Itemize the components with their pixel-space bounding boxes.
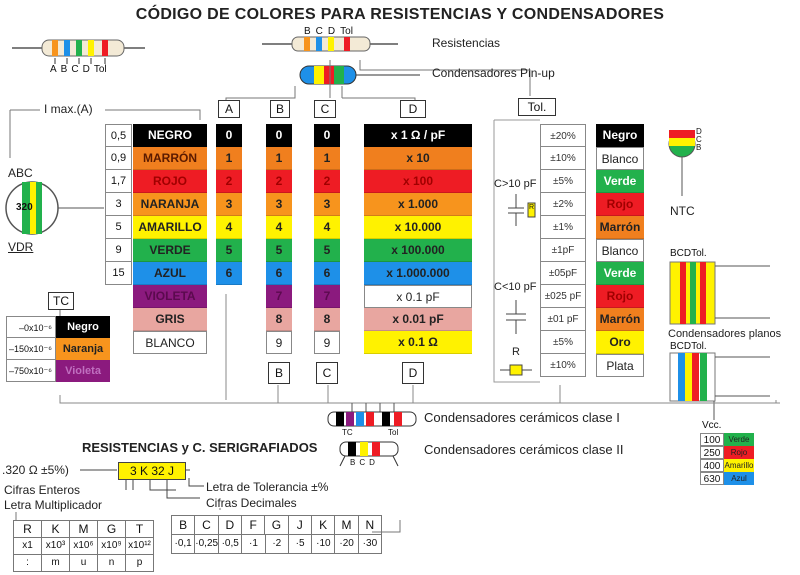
column-b-cell: 6 [266,262,292,285]
tol-value-cell: ±025 pF [540,285,586,308]
letter: B [60,64,68,75]
column-d-cell: x 0.1 Ω [364,331,472,354]
label-pinup: Condensadores Pin-up [432,66,555,80]
mult-value: x10³ [41,537,70,555]
ceramic-tol-label: Tol [388,428,399,437]
tol-letter-value: ·30 [358,534,382,554]
tol-value-cell: ±5% [540,170,586,193]
column-a-cell: 4 [216,216,242,239]
tol-letter-value: ·1 [241,534,265,554]
tol-letter-value: ·10 [311,534,335,554]
column-b [266,124,292,354]
mult-sub: p [125,554,154,572]
tc-row [6,338,110,360]
multiplier-row [14,538,154,555]
tol-color-cell: Marrón [596,216,644,239]
tc-value: –0x10⁻⁶ [6,316,56,338]
column-c-cell: 2 [314,170,340,193]
letter: C [359,458,366,467]
tc-row [6,360,110,382]
header-tc: TC [48,292,74,310]
resistor-symbol-r [500,365,532,375]
column-a-cell: 3 [216,193,242,216]
ceramic2-letters [350,458,375,467]
tol-letter: G [264,515,288,535]
label-letra-tolerancia: Letra de Tolerancia ±% [206,480,329,494]
column-d-cell: x 1 Ω / pF [364,124,472,147]
footer-b: B [268,362,290,384]
tol-colors-column [596,124,644,377]
tol-letter-value: ·2 [265,534,289,554]
color-name-cell: MARRÓN [133,147,207,170]
mult-value: x10¹² [125,537,154,555]
column-d-cell: x 10 [364,147,472,170]
tc-table [6,316,110,382]
tol-color-cell: Negro [596,124,644,147]
column-c-cell: 8 [314,308,340,331]
multiplier-row [14,521,154,538]
label-cifras-enteros: Cifras Enteros [4,483,81,497]
column-c-cell: 5 [314,239,340,262]
header-c: C [314,100,336,118]
column-b-cell: 3 [266,193,292,216]
column-c-cell: 7 [314,285,340,308]
letter: Tol [93,64,107,75]
column-d-cell: x 0.1 pF [364,285,472,308]
resistor-icon-top-left [12,40,145,64]
tol-color-cell: Blanco [596,239,644,262]
column-a-cell: 2 [216,170,242,193]
letter: C [315,26,323,37]
tol-value-cell: ±20% [540,124,586,147]
tol-letter: N [358,515,382,535]
imax-cell: 15 [105,262,132,285]
label-vcc: Vcc. [702,420,722,431]
color-name-cell: VIOLETA [133,285,207,308]
imax-cell: 3 [105,193,132,216]
label-cifras-decimales: Cifras Decimales [206,496,297,510]
column-b-cell: 0 [266,124,292,147]
ntc-icon [669,130,695,196]
column-d-cell: x 100 [364,170,472,193]
tol-letter: F [241,515,265,535]
mult-sub: n [97,554,126,572]
tc-value: –150x10⁻⁶ [6,338,56,360]
column-a-cell: 0 [216,124,242,147]
tc-row [6,316,110,338]
tolerance-row [172,535,382,554]
column-d-cell: x 100.000 [364,239,472,262]
label-ntc: NTC [670,204,695,218]
color-name-cell: NEGRO [133,124,207,147]
tol-values-column [540,124,586,377]
label-letra-multiplicador: Letra Multiplicador [4,498,103,512]
vcc-row [700,472,756,485]
column-b-cell: 4 [266,216,292,239]
label-planos: Condensadores planos [668,328,782,340]
tol-color-cell: Marrón [596,308,644,331]
footer-c: C [316,362,338,384]
color-name-cell: BLANCO [133,331,207,354]
mult-value: x10⁶ [69,537,98,555]
resistor-top-letters [50,64,107,75]
resistor-mid-letters [304,26,353,37]
tol-color-cell: Verde [596,170,644,193]
label-c-gt-10pf: C>10 pF [494,178,537,190]
column-b-cell: 2 [266,170,292,193]
label-imax: I max.(A) [44,102,93,116]
color-name-cell: ROJO [133,170,207,193]
mult-value: x1 [13,537,42,555]
tc-color: Naranja [56,338,110,360]
tol-letter-value: ·5 [288,534,312,554]
vcc-color: Amarillo [724,461,754,470]
tol-color-cell: Plata [596,354,644,377]
tol-color-cell: Rojo [596,193,644,216]
mult-sub: m [41,554,70,572]
tol-color-cell: Verde [596,262,644,285]
mult-letter: K [41,520,70,538]
column-c-cell: 9 [314,331,340,354]
color-name-cell: AMARILLO [133,216,207,239]
vcc-table [700,433,756,485]
mult-value: x10⁹ [97,537,126,555]
label-abc: ABC [8,166,33,180]
column-d-cell: x 10.000 [364,216,472,239]
column-c-cell: 0 [314,124,340,147]
header-tol: Tol. [518,98,556,116]
label-ceramic-class1: Condensadores cerámicos clase I [424,410,620,425]
tol-letter-value: ·0,5 [218,534,242,554]
imax-cell: 9 [105,239,132,262]
tol-letter: B [171,515,195,535]
letter: Tol [340,26,353,37]
tol-letter: J [288,515,312,535]
multiplier-table [14,521,154,572]
tolerance-row [172,516,382,535]
column-a [216,124,242,285]
label-resistencias: Resistencias [432,36,501,50]
imax-cell: 5 [105,216,132,239]
tol-value-cell: ±01 pF [540,308,586,331]
vdr-value: 320 [16,202,33,213]
tol-letter: K [311,515,335,535]
column-a-cell: 6 [216,262,242,285]
tol-color-cell: Blanco [596,147,644,170]
column-c-cell: 3 [314,193,340,216]
tol-value-cell: ±5% [540,331,586,354]
vcc-value: 250 [700,446,724,459]
column-c-cell: 6 [314,262,340,285]
letter: B [350,458,356,467]
letter: A [50,64,57,75]
mult-letter: M [69,520,98,538]
capacitor-symbol-lt10 [506,300,526,334]
serigrafia-example: .320 Ω ±5%) [2,463,69,477]
mult-letter: R [13,520,42,538]
ceramic-capacitor-class1-icon [328,412,416,426]
column-c [314,124,340,354]
label-c-lt-10pf: C<10 pF [494,281,537,293]
footer-d: D [402,362,424,384]
imax-cell: 1,7 [105,170,132,193]
color-name-cell: NARANJA [133,193,207,216]
ceramic-tc-label: TC [342,428,353,437]
tol-letter-value: ·20 [334,534,358,554]
column-b-cell: 1 [266,147,292,170]
column-d-cell: x 1.000 [364,193,472,216]
flat-capacitor-icon-1 [670,262,770,324]
column-b-cell: 8 [266,308,292,331]
serigrafia-code-box: 3 K 32 J [118,462,186,480]
flat-cap-letters-1: BCDTol. [670,248,707,259]
tc-value: –750x10⁻⁶ [6,360,56,382]
vcc-color: Verde [724,433,754,446]
tol-value-cell: ±10% [540,354,586,377]
label-serigrafiados: RESISTENCIAS y C. SERIGRAFIADOS [82,440,318,455]
column-b-cell: 9 [266,331,292,354]
tol-letter-value: ·0,1 [171,534,195,554]
vcc-color: Rojo [724,446,754,459]
tol-value-cell: ±2% [540,193,586,216]
vcc-row [700,459,756,472]
tol-letter: D [218,515,242,535]
column-d-cell: x 0.01 pF [364,308,472,331]
label-vdr: VDR [8,240,34,254]
ntc-dcb-letters: DCB [696,127,702,152]
imax-cell: 0,5 [105,124,132,147]
page-title: CÓDIGO DE COLORES PARA RESISTENCIAS Y CONDENSADORES [135,6,665,23]
column-a-cell: 5 [216,239,242,262]
tol-letter: C [194,515,218,535]
tol-letter-value: ·0,25 [194,534,219,554]
mult-letter: T [125,520,154,538]
column-d [364,124,472,354]
vcc-value: 100 [700,433,724,446]
vcc-value: 400 [700,459,724,472]
tolerance-letters-table [172,516,382,554]
flat-capacitor-icon-2 [670,353,770,420]
tol-color-cell: Oro [596,331,644,354]
mult-letter: G [97,520,126,538]
header-b: B [270,100,290,118]
tc-color: Violeta [56,360,110,382]
vcc-value: 630 [700,472,724,485]
mult-sub: : [13,554,42,572]
letter: B [304,26,311,37]
letter: D [327,26,336,37]
imax-cell: 0,9 [105,147,132,170]
letter: C [71,64,79,75]
label-ceramic-class2: Condensadores cerámicos clase II [424,442,624,457]
column-c-cell: 4 [314,216,340,239]
letter: D [82,64,90,75]
tc-color: Negro [56,316,110,338]
color-name-cell: AZUL [133,262,207,285]
tol-value-cell: ±10% [540,147,586,170]
vcc-row [700,433,756,446]
tol-value-cell: ±1pF [540,239,586,262]
column-c-cell: 1 [314,147,340,170]
label-r-box: R [529,204,535,211]
vcc-row [700,446,756,459]
header-a: A [218,100,240,118]
column-b-cell: 5 [266,239,292,262]
tol-color-cell: Rojo [596,285,644,308]
label-r: R [512,346,520,358]
resistor-icon-top-middle [262,37,398,51]
color-names-column [133,124,207,354]
tol-value-cell: ±05pF [540,262,586,285]
letter: D [369,458,375,467]
column-b-cell: 7 [266,285,292,308]
tol-value-cell: ±1% [540,216,586,239]
vcc-color: Azul [724,472,754,485]
flat-cap-letters-2: BCDTol. [670,341,707,352]
color-name-cell: GRIS [133,308,207,331]
tol-letter: M [334,515,358,535]
column-d-cell: x 1.000.000 [364,262,472,285]
imax-column [105,124,132,285]
mult-sub: u [69,554,98,572]
multiplier-row [14,555,154,572]
column-a-cell: 1 [216,147,242,170]
color-name-cell: VERDE [133,239,207,262]
header-d: D [400,100,426,118]
